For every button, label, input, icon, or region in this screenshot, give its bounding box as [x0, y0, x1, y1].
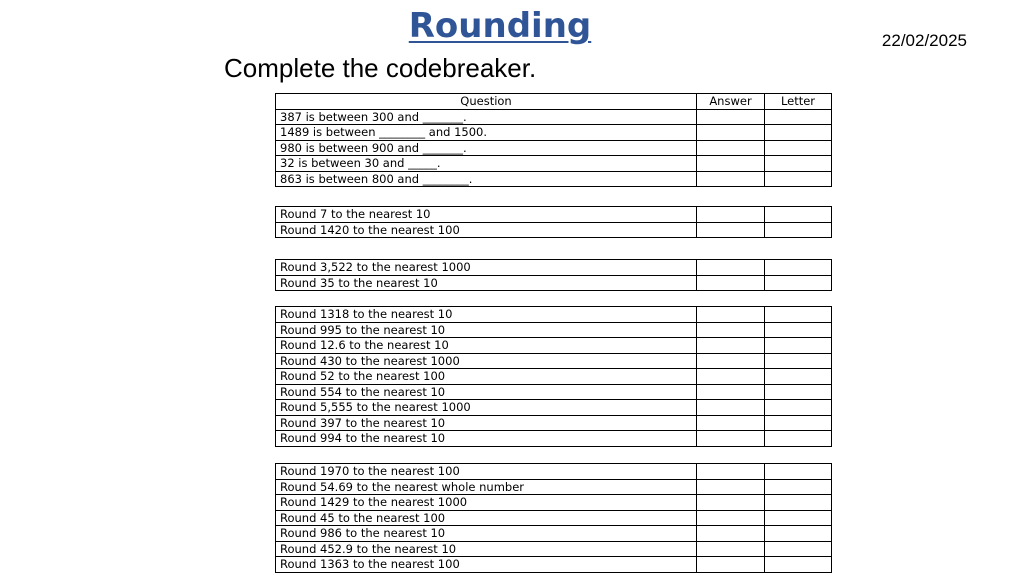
instructions: Complete the codebreaker.: [224, 53, 537, 83]
answer-cell[interactable]: [697, 307, 765, 323]
question-header: Question: [276, 94, 697, 110]
answer-cell[interactable]: [697, 510, 765, 526]
letter-cell[interactable]: [765, 369, 832, 385]
answer-cell[interactable]: [697, 541, 765, 557]
letter-cell[interactable]: [765, 222, 832, 238]
table-header-row: [276, 94, 832, 110]
letter-cell[interactable]: [765, 260, 832, 276]
codebreaker-table-4: [275, 306, 832, 447]
codebreaker-table-3: [275, 259, 832, 291]
question-cell: Round 12.6 to the nearest 10: [276, 338, 697, 354]
table-row: [276, 431, 832, 447]
question-cell: Round 397 to the nearest 10: [276, 415, 697, 431]
table-row: [276, 171, 832, 187]
answer-cell[interactable]: [697, 322, 765, 338]
letter-cell[interactable]: [765, 557, 832, 573]
question-cell: Round 35 to the nearest 10: [276, 275, 697, 291]
answer-cell[interactable]: [697, 338, 765, 354]
question-cell: Round 54.69 to the nearest whole number: [276, 479, 697, 495]
letter-cell[interactable]: [765, 307, 832, 323]
question-cell: Round 1420 to the nearest 100: [276, 222, 697, 238]
table-row: [276, 479, 832, 495]
letter-cell[interactable]: [765, 156, 832, 172]
table-row: [276, 307, 832, 323]
letter-cell[interactable]: [765, 125, 832, 141]
codebreaker-table-1: [275, 93, 832, 187]
table-row: [276, 369, 832, 385]
answer-cell[interactable]: [697, 156, 765, 172]
letter-cell[interactable]: [765, 526, 832, 542]
answer-cell[interactable]: [697, 415, 765, 431]
table-row: [276, 109, 832, 125]
letter-cell[interactable]: [765, 495, 832, 511]
answer-cell[interactable]: [697, 275, 765, 291]
table-row: [276, 338, 832, 354]
letter-cell[interactable]: [765, 353, 832, 369]
answer-header: Answer: [697, 94, 765, 110]
letter-cell[interactable]: [765, 431, 832, 447]
letter-cell[interactable]: [765, 464, 832, 480]
codebreaker-table-5: [275, 463, 832, 573]
answer-cell[interactable]: [697, 464, 765, 480]
question-cell: Round 45 to the nearest 100: [276, 510, 697, 526]
question-cell: Round 1318 to the nearest 10: [276, 307, 697, 323]
letter-cell[interactable]: [765, 415, 832, 431]
letter-cell[interactable]: [765, 338, 832, 354]
table-row: [276, 526, 832, 542]
table-row: [276, 541, 832, 557]
letter-cell[interactable]: [765, 322, 832, 338]
table-row: [276, 353, 832, 369]
table-row: [276, 400, 832, 416]
table-row: [276, 557, 832, 573]
table-row: [276, 222, 832, 238]
table-row: [276, 207, 832, 223]
question-cell: Round 554 to the nearest 10: [276, 384, 697, 400]
answer-cell[interactable]: [697, 479, 765, 495]
table-row: [276, 415, 832, 431]
question-cell: Round 430 to the nearest 1000: [276, 353, 697, 369]
question-cell: 863 is between 800 and ________.: [276, 171, 697, 187]
letter-cell[interactable]: [765, 541, 832, 557]
question-cell: 387 is between 300 and _______.: [276, 109, 697, 125]
letter-cell[interactable]: [765, 275, 832, 291]
question-cell: Round 995 to the nearest 10: [276, 322, 697, 338]
answer-cell[interactable]: [697, 140, 765, 156]
question-cell: Round 3,522 to the nearest 1000: [276, 260, 697, 276]
table-row: [276, 125, 832, 141]
table-row: [276, 275, 832, 291]
date-label: 22/02/2025: [881, 31, 967, 50]
question-cell: Round 5,555 to the nearest 1000: [276, 400, 697, 416]
page-title: Rounding: [408, 6, 592, 46]
answer-cell[interactable]: [697, 369, 765, 385]
table-row: [276, 156, 832, 172]
answer-cell[interactable]: [697, 400, 765, 416]
letter-cell[interactable]: [765, 140, 832, 156]
answer-cell[interactable]: [697, 353, 765, 369]
letter-header: Letter: [765, 94, 832, 110]
question-cell: Round 994 to the nearest 10: [276, 431, 697, 447]
question-cell: 1489 is between ________ and 1500.: [276, 125, 697, 141]
table-row: [276, 495, 832, 511]
answer-cell[interactable]: [697, 557, 765, 573]
table-row: [276, 510, 832, 526]
letter-cell[interactable]: [765, 109, 832, 125]
table-row: [276, 260, 832, 276]
letter-cell[interactable]: [765, 479, 832, 495]
question-cell: Round 986 to the nearest 10: [276, 526, 697, 542]
table-row: [276, 140, 832, 156]
answer-cell[interactable]: [697, 526, 765, 542]
table-row: [276, 322, 832, 338]
letter-cell[interactable]: [765, 171, 832, 187]
answer-cell[interactable]: [697, 431, 765, 447]
table-row: [276, 384, 832, 400]
answer-cell[interactable]: [697, 384, 765, 400]
question-cell: Round 1363 to the nearest 100: [276, 557, 697, 573]
letter-cell[interactable]: [765, 207, 832, 223]
question-cell: 980 is between 900 and _______.: [276, 140, 697, 156]
question-cell: Round 1970 to the nearest 100: [276, 464, 697, 480]
question-cell: 32 is between 30 and _____.: [276, 156, 697, 172]
answer-cell[interactable]: [697, 207, 765, 223]
letter-cell[interactable]: [765, 384, 832, 400]
answer-cell[interactable]: [697, 125, 765, 141]
question-cell: Round 1429 to the nearest 1000: [276, 495, 697, 511]
letter-cell[interactable]: [765, 400, 832, 416]
question-cell: Round 452.9 to the nearest 10: [276, 541, 697, 557]
answer-cell[interactable]: [697, 260, 765, 276]
table-row: [276, 464, 832, 480]
answer-cell[interactable]: [697, 222, 765, 238]
question-cell: Round 7 to the nearest 10: [276, 207, 697, 223]
answer-cell[interactable]: [697, 495, 765, 511]
answer-cell[interactable]: [697, 109, 765, 125]
answer-cell[interactable]: [697, 171, 765, 187]
question-cell: Round 52 to the nearest 100: [276, 369, 697, 385]
letter-cell[interactable]: [765, 510, 832, 526]
codebreaker-table-2: [275, 206, 832, 238]
